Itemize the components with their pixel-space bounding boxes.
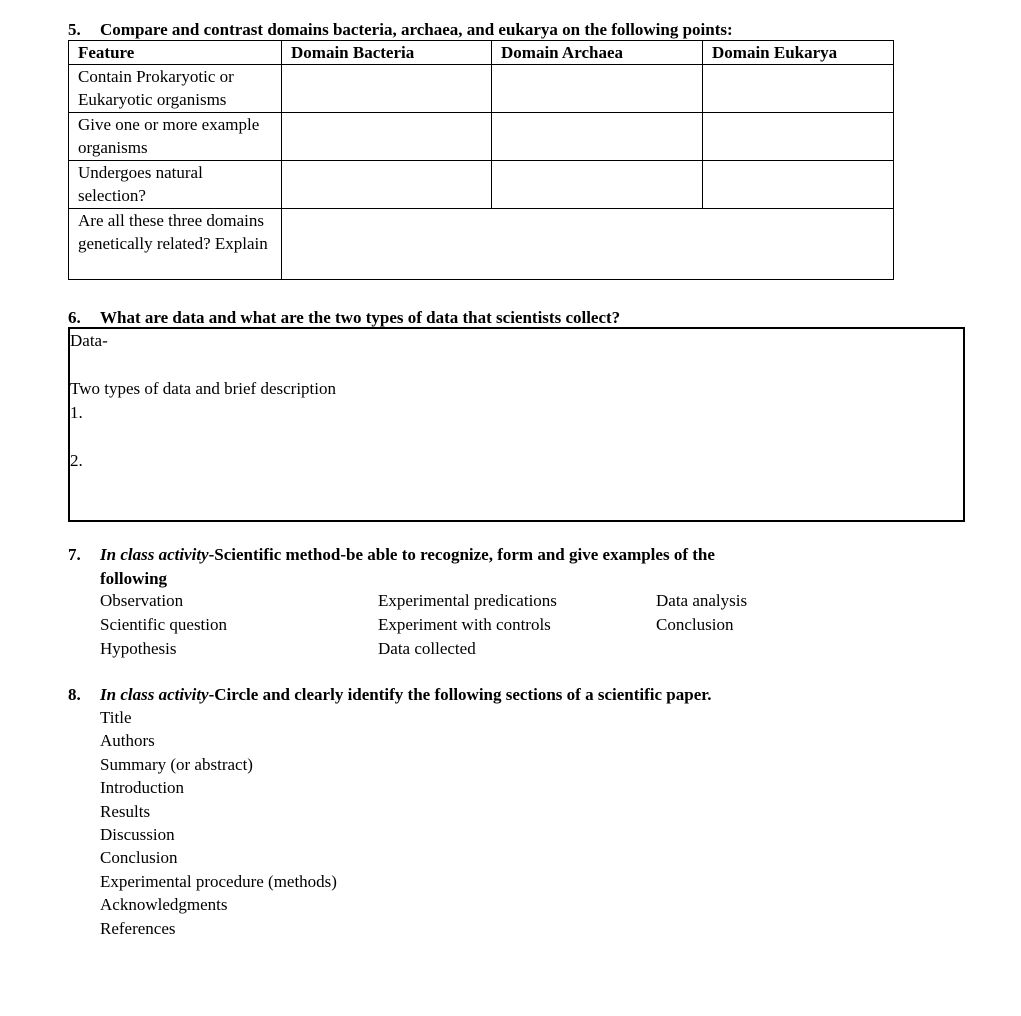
- type-item-1: 1.: [70, 403, 83, 422]
- list-item: Summary (or abstract): [100, 754, 253, 774]
- q5-title: Compare and contrast domains bacteria, archaea, and eukarya on the following points:: [100, 20, 733, 39]
- type-item-2: 2.: [70, 451, 83, 470]
- q8-italic-lead: In class activity: [100, 685, 209, 704]
- list-item: Introduction: [100, 778, 185, 798]
- list-item: Scientific question: [100, 615, 228, 634]
- list-item: Experimental procedure (methods): [100, 871, 337, 891]
- list-row: [100, 613, 860, 637]
- q8-heading: [68, 683, 711, 707]
- eukarya-answer-cell[interactable]: [703, 65, 894, 113]
- table-row: [69, 113, 894, 161]
- table-header-row: [69, 41, 894, 65]
- domains-comparison-table: [68, 40, 894, 280]
- feature-cell: Contain Prokaryotic or Eukaryotic organisms: [69, 65, 282, 113]
- q8-title: -Circle and clearly identify the following sections of a scientific paper.: [208, 685, 712, 704]
- feature-cell: Undergoes natural selection?: [69, 161, 282, 209]
- header-archaea: Domain Archaea: [492, 41, 703, 65]
- list-item: Title: [100, 708, 132, 727]
- feature-cell: Give one or more example organisms: [69, 113, 282, 161]
- q7-italic-lead: In class activity: [100, 545, 209, 564]
- types-label: Two types of data and brief description: [70, 379, 337, 398]
- explain-answer-cell[interactable]: [282, 209, 894, 280]
- list-item: Observation: [100, 591, 184, 610]
- q7-title: -Scientific method-be able to recognize, form and give examples of the: [208, 545, 715, 564]
- bacteria-answer-cell[interactable]: [282, 65, 492, 113]
- q6-title: What are data and what are the two types of data that scientists collect?: [100, 308, 621, 327]
- q7-heading: [68, 543, 715, 567]
- list-item: Conclusion: [656, 615, 734, 634]
- list-item: Authors: [100, 731, 155, 751]
- bacteria-answer-cell[interactable]: [282, 113, 492, 161]
- list-item: Data analysis: [656, 591, 748, 610]
- data-label: Data-: [70, 331, 108, 350]
- scientific-method-list: [100, 589, 860, 661]
- archaea-answer-cell[interactable]: [492, 161, 703, 209]
- eukarya-answer-cell[interactable]: [703, 113, 894, 161]
- list-item: Conclusion: [100, 848, 178, 868]
- table-row: [69, 209, 894, 280]
- bacteria-answer-cell[interactable]: [282, 161, 492, 209]
- list-item: Data collected: [378, 639, 476, 658]
- header-feature: Feature: [69, 41, 282, 65]
- archaea-answer-cell[interactable]: [492, 113, 703, 161]
- q6-number: 6.: [68, 308, 81, 327]
- list-item: Acknowledgments: [100, 895, 228, 915]
- list-row: [100, 637, 860, 661]
- list-item: Results: [100, 801, 151, 821]
- list-item: Experiment with controls: [378, 615, 551, 634]
- q7-title-line2: following: [100, 569, 168, 588]
- q6-answer-box[interactable]: [68, 327, 965, 522]
- table-row: [69, 65, 894, 113]
- header-bacteria: Domain Bacteria: [282, 41, 492, 65]
- list-item: Experimental predications: [378, 591, 557, 610]
- list-item: Discussion: [100, 825, 175, 845]
- list-item: References: [100, 918, 176, 938]
- feature-cell: Are all these three domains genetically related? Explain: [69, 209, 282, 280]
- header-eukarya: Domain Eukarya: [703, 41, 894, 65]
- list-row: [100, 589, 860, 613]
- q5-number: 5.: [68, 20, 81, 39]
- eukarya-answer-cell[interactable]: [703, 161, 894, 209]
- archaea-answer-cell[interactable]: [492, 65, 703, 113]
- table-row: [69, 161, 894, 209]
- paper-sections-list: [100, 706, 337, 940]
- q7-number: 7.: [68, 545, 81, 564]
- q8-number: 8.: [68, 685, 81, 704]
- list-item: Hypothesis: [100, 639, 177, 658]
- q6-heading: [68, 308, 620, 328]
- q5-heading: [68, 20, 733, 40]
